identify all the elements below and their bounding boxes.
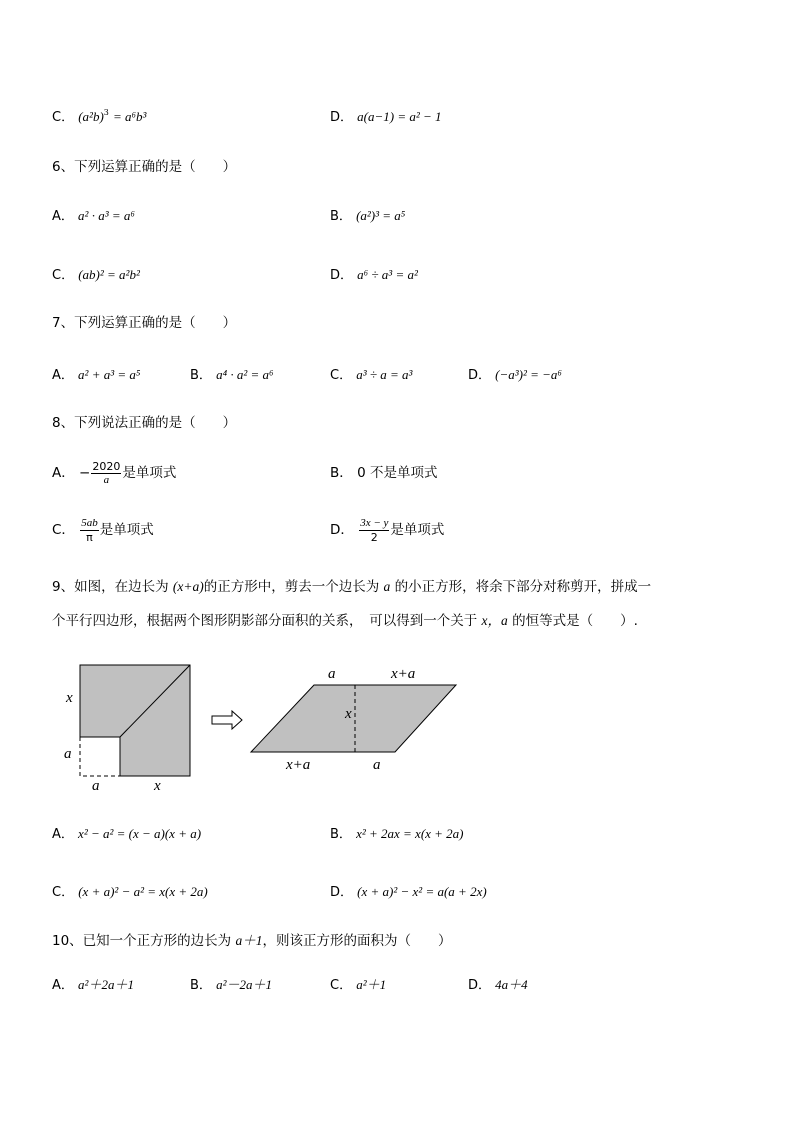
question-9-stem-line1: 9、如图，在边长为 (x+a)的正方形中，剪去一个边长为 a 的小正方形，将余下部分对称剪开，拼成一 xyxy=(52,579,652,595)
option-expr: a²＋2a＋1 xyxy=(78,977,134,992)
q10-option-b xyxy=(190,976,272,995)
option-expr: (a²)³ = a⁵ xyxy=(356,208,406,223)
label-a-bottom: a xyxy=(92,778,100,794)
option-expr: a³ ÷ a = a³ xyxy=(356,367,413,382)
q7-option-a xyxy=(52,366,140,385)
option-text: 是单项式 xyxy=(122,465,177,481)
option-expr: (−a³)² = −a⁶ xyxy=(495,367,562,382)
option-label: D． xyxy=(330,885,354,900)
option-label: D． xyxy=(468,368,492,383)
parallelogram-shaded xyxy=(251,685,456,752)
option-label: D． xyxy=(330,268,354,283)
q9-option-b xyxy=(330,825,464,844)
option-label: A． xyxy=(52,209,74,224)
option-label: A． xyxy=(52,827,74,842)
q8-option-a: A． − $\frac{2020}{a}$ 是单项式 xyxy=(52,459,177,486)
q6-option-c xyxy=(52,266,140,285)
option-label: A． xyxy=(52,368,74,383)
question-6-stem: 6、下列运算正确的是（ ） xyxy=(52,159,237,175)
option-label: C． xyxy=(52,110,75,125)
option-label: C． xyxy=(330,978,353,993)
option-expr: a² · a³ = a⁶ xyxy=(78,208,135,223)
fraction: $\frac{5ab}{\pi}$ xyxy=(81,516,98,544)
option-expr: a⁴ · a² = a⁶ xyxy=(216,367,274,382)
option-label: C． xyxy=(330,368,353,383)
option-text: 0 不是单项式 xyxy=(357,465,438,481)
option-label: D． xyxy=(330,522,354,538)
option-label: A． xyxy=(52,978,74,993)
option-expr: a²＋1 xyxy=(356,977,387,992)
option-text: 是单项式 xyxy=(99,522,154,538)
option-expr: (x + a)² − x² = a(a + 2x) xyxy=(357,884,487,899)
q7-option-d xyxy=(468,366,562,385)
q10-option-d xyxy=(468,976,528,995)
option-label: B． xyxy=(190,368,212,383)
question-10-stem: 10、已知一个正方形的边长为 a＋1，则该正方形的面积为（ ） xyxy=(52,933,452,949)
label-a-left: a xyxy=(64,746,72,762)
option-expr: a² + a³ = a⁵ xyxy=(78,367,141,382)
q9-figure xyxy=(0,650,794,800)
option-label: D． xyxy=(330,110,354,125)
option-label: B． xyxy=(190,978,212,993)
option-label: A． xyxy=(52,465,75,481)
q7-option-b xyxy=(190,366,274,385)
option-expr: (ab)² = a²b² xyxy=(78,267,140,282)
fraction: $\frac{3x - y}{2}$ xyxy=(360,516,389,544)
option-expr: = a⁶b³ xyxy=(113,109,147,124)
question-8-stem: 8、下列说法正确的是（ ） xyxy=(52,415,237,431)
question-9-stem-line2: 个平行四边形，根据两个图形阴影部分面积的关系， 可以得到一个关于 x，a 的恒等式是（ ）. xyxy=(52,613,638,629)
label-x-left: x xyxy=(66,690,73,706)
option-expr: 4a＋4 xyxy=(495,977,528,992)
option-expr: (x + a)² − a² = x(x + 2a) xyxy=(78,884,208,899)
option-expr: (a²b) xyxy=(78,109,104,124)
q6-option-a xyxy=(52,207,135,226)
pg-label-xa-bottom: x+a xyxy=(286,757,311,773)
pg-label-a-bottom: a xyxy=(373,757,381,773)
removed-small-square xyxy=(80,737,120,776)
pg-label-x-mid: x xyxy=(345,706,352,722)
option-label: B． xyxy=(330,209,352,224)
fraction: $\frac{2020}{a}$ xyxy=(92,459,121,486)
top-option-d xyxy=(330,108,442,127)
top-option-c: C． $(a^2b)^3 = a^6b^3$ xyxy=(52,108,147,125)
q10-option-c xyxy=(330,976,386,995)
q7-option-c xyxy=(330,366,412,385)
q6-option-b xyxy=(330,207,405,226)
q10-option-a xyxy=(52,976,134,995)
question-7-stem: 7、下列运算正确的是（ ） xyxy=(52,315,237,331)
q9-option-d xyxy=(330,883,487,902)
q9-option-c xyxy=(52,883,208,902)
label-x-bottom: x xyxy=(154,778,161,794)
option-expr: a(a−1) = a² − 1 xyxy=(357,109,442,124)
q9-option-a xyxy=(52,825,201,844)
q8-option-d xyxy=(330,514,444,546)
option-text: 是单项式 xyxy=(390,522,445,538)
option-expr: x² − a² = (x − a)(x + a) xyxy=(78,826,202,841)
option-label: C． xyxy=(52,885,75,900)
q6-option-d xyxy=(330,266,418,285)
option-label: B． xyxy=(330,827,352,842)
arrow-right-icon xyxy=(212,711,242,729)
pg-label-a-top: a xyxy=(328,666,336,682)
option-label: C． xyxy=(52,268,75,283)
pg-label-xa-top: x+a xyxy=(391,666,416,682)
option-label: C． xyxy=(52,522,75,538)
option-expr: a⁶ ÷ a³ = a² xyxy=(357,267,418,282)
option-expr: x² + 2ax = x(x + 2a) xyxy=(356,826,464,841)
option-label: B． xyxy=(330,465,353,481)
q8-option-b xyxy=(330,464,437,482)
q8-option-c xyxy=(52,514,154,546)
option-label: D． xyxy=(468,978,492,993)
option-expr: a²－2a＋1 xyxy=(216,977,272,992)
